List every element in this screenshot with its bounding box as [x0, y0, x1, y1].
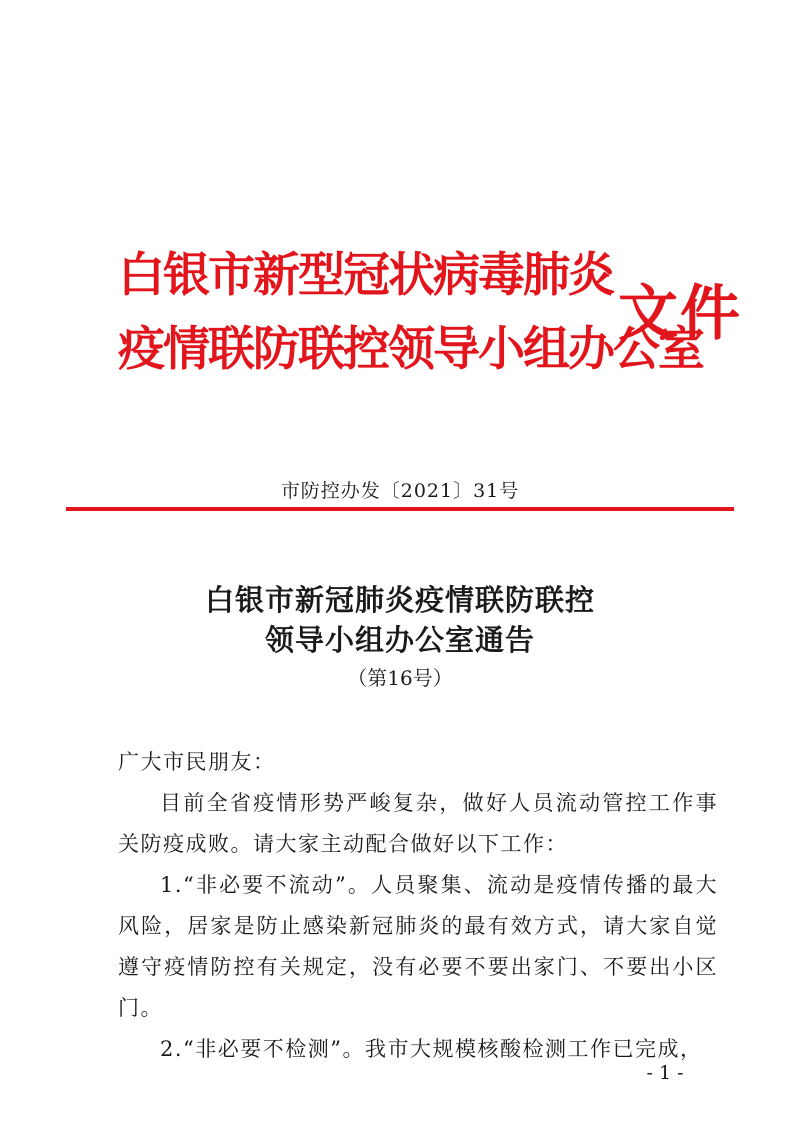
document-header: [118, 246, 742, 406]
header-org-line-1: 白银市新型冠状病毒肺炎: [118, 248, 613, 303]
notice-title-line-2: 领导小组办公室通告: [264, 623, 535, 657]
item-1-paragraph: 1.“非必要不流动”。人员聚集、流动是疫情传播的最大风险，居家是防止感染新冠肺炎的最有效方式，请大家自觉遵守疫情防控有关规定，没有必要不要出家门、不要出小区门。: [118, 873, 718, 1020]
notice-number: （第16号）: [347, 666, 453, 690]
header-org-line-2: 疫情联防联控领导小组办公室: [118, 322, 703, 377]
header-doc-word: 文件: [618, 279, 742, 349]
salutation: 广大市民朋友：: [118, 750, 276, 774]
intro-paragraph: 目前全省疫情形势严峻复杂，做好人员流动管控工作事关防疫成败。请大家主动配合做好以下工作：: [118, 791, 718, 856]
red-divider-line: [66, 507, 734, 511]
notice-body: [118, 742, 718, 1070]
item-2-paragraph: 2.“非必要不检测”。我市大规模核酸检测工作已完成，: [160, 1037, 703, 1061]
page-number: - 1 -: [646, 1062, 684, 1084]
notice-title-line-1: 白银市新冠肺炎疫情联防联控: [204, 583, 595, 617]
document-number: 市防控办发〔2021〕31号: [280, 480, 520, 502]
